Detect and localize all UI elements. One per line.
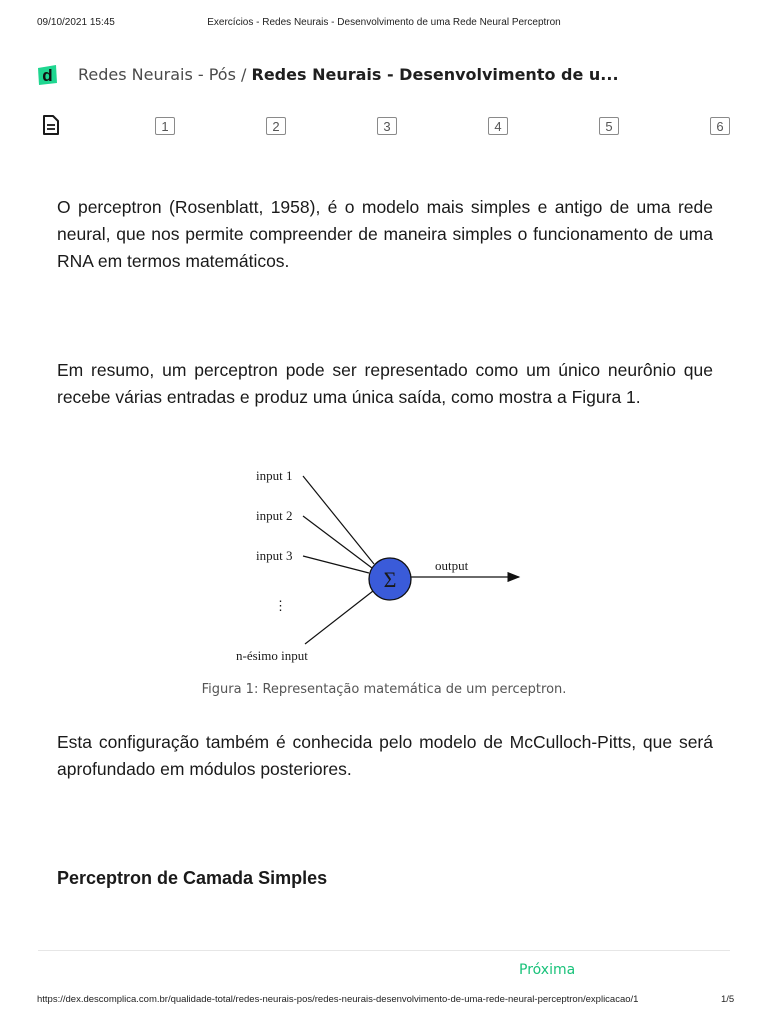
ellipsis: ⋮	[274, 598, 287, 613]
edge-input-n	[305, 591, 373, 644]
breadcrumb	[78, 65, 619, 84]
step-6-button[interactable]: 6	[710, 117, 730, 135]
step-4-button[interactable]: 4	[488, 117, 508, 135]
figure-caption: Figura 1: Representação matemática de um perceptron.	[201, 682, 567, 697]
sum-symbol: Σ	[383, 567, 397, 592]
next-button[interactable]: Próxima	[519, 962, 576, 978]
paragraph-intro: O perceptron (Rosenblatt, 1958), é o modelo mais simples e antigo de uma rede neural, que nos permite compreender de maneira simples o funcionamento de uma RNA em termos matemáticos.	[57, 197, 713, 271]
input-2-label: input 2	[256, 508, 293, 523]
breadcrumb-separator: /	[235, 65, 252, 84]
edge-input-2	[303, 516, 372, 568]
breadcrumb-current: Redes Neurais - Desenvolvimento de u...	[251, 65, 619, 84]
output-label: output	[435, 558, 469, 573]
print-footer-page: 1/5	[721, 994, 735, 1005]
input-3-label: input 3	[256, 548, 293, 563]
breadcrumb-parent-link[interactable]: Redes Neurais - Pós	[78, 65, 236, 84]
print-footer-url: https://dex.descomplica.com.br/qualidade-total/redes-neurais-pos/redes-neurais-desenvolvimento-de-uma-rede-neural-perceptron/explicacao/1	[37, 994, 639, 1005]
edge-input-1	[303, 476, 374, 564]
step-5-button[interactable]: 5	[599, 117, 619, 135]
descomplica-logo-icon[interactable]	[36, 63, 58, 87]
print-page-title: Exercícios - Redes Neurais - Desenvolvimento de uma Rede Neural Perceptron	[207, 17, 561, 28]
paragraph-summary: Em resumo, um perceptron pode ser representado como um único neurônio que recebe várias entradas e produz uma única saída, como mostra a Figura 1.	[57, 360, 713, 407]
document-icon[interactable]	[41, 114, 61, 136]
step-2-button[interactable]: 2	[266, 117, 286, 135]
step-3-button[interactable]: 3	[377, 117, 397, 135]
print-timestamp: 09/10/2021 15:45	[37, 17, 115, 28]
paragraph-mcculloch-pitts: Esta configuração também é conhecida pelo modelo de McCulloch-Pitts, que será aprofundado em módulos posteriores.	[57, 732, 713, 779]
step-1-button[interactable]: 1	[155, 117, 175, 135]
input-1-label: input 1	[256, 468, 293, 483]
section-subtitle: Perceptron de Camada Simples	[57, 868, 328, 888]
input-n-label: n-ésimo input	[236, 648, 308, 663]
logo-letter: d	[42, 66, 53, 85]
footer-divider	[38, 950, 730, 951]
perceptron-figure	[230, 462, 530, 667]
